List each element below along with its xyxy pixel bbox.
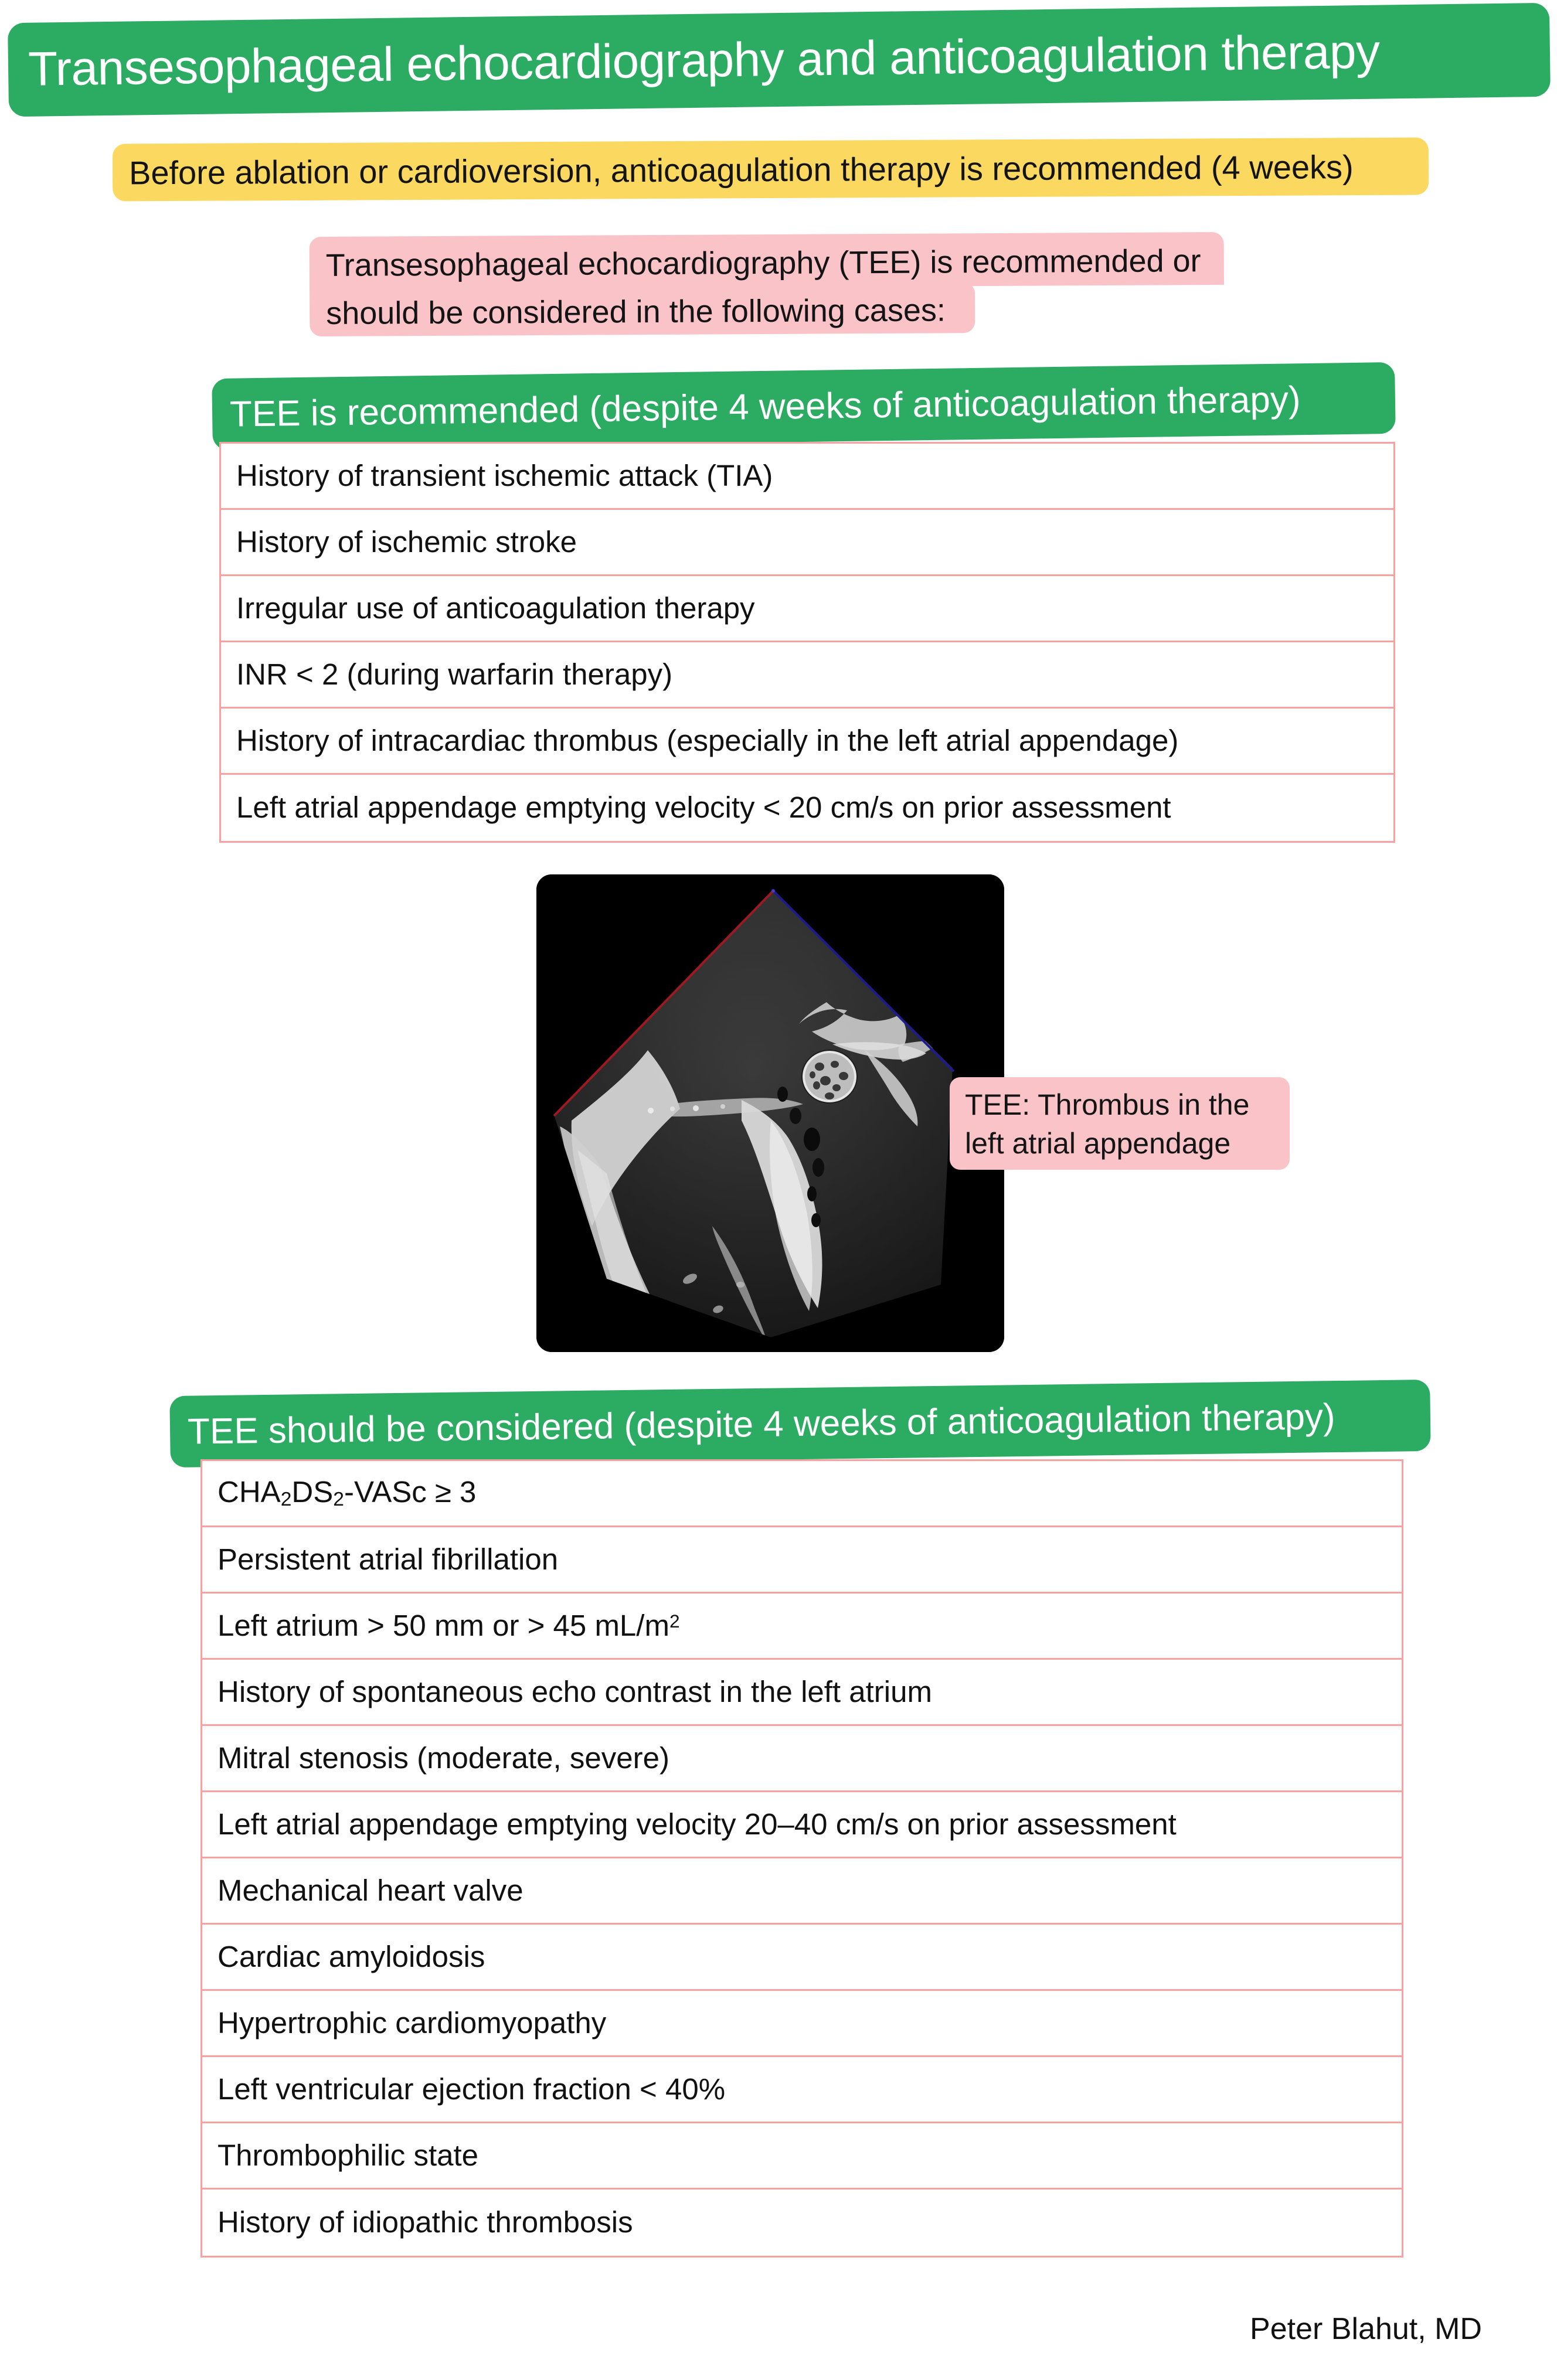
table-row[interactable] [202,1461,1402,1527]
echocardiogram-image [536,874,1004,1352]
table-tee-recommended [219,442,1395,843]
table-cell: Cardiac amyloidosis [217,1939,485,1973]
table-cell: Irregular use of anticoagulation therapy [236,591,755,625]
author-signature: Peter Blahut, MD [1250,2312,1482,2346]
table-row[interactable] [221,642,1393,709]
table-cell: History of intracardiac thrombus (especially in the left atrial appendage) [236,723,1179,757]
table-row[interactable] [221,444,1393,510]
table-cell: Left ventricular ejection fraction < 40% [217,2072,726,2106]
table-row[interactable] [202,1527,1402,1594]
section-header-recommended-label: TEE is recommended (despite 4 weeks of anticoagulation therapy) [229,379,1301,435]
section-header-considered-label: TEE should be considered (despite 4 weeks of anticoagulation therapy) [187,1396,1336,1452]
table-cell: History of spontaneous echo contrast in the left atrium [217,1674,932,1708]
table-row[interactable] [202,1925,1402,1991]
table-cell: History of transient ischemic attack (TIA) [236,458,773,492]
table-cell: INR < 2 (during warfarin therapy) [236,657,673,691]
table-row[interactable] [221,576,1393,642]
table-row[interactable] [202,2190,1402,2256]
table-cell: Mechanical heart valve [217,1873,523,1907]
echo-callout-line-2: left atrial appendage [965,1127,1231,1160]
intro-text-line-2: should be considered in the following cases: [326,292,946,331]
echo-callout-label [950,1077,1290,1170]
table-row[interactable] [202,1792,1402,1858]
table-cell: History of idiopathic thrombosis [217,2205,633,2239]
table-row[interactable] [202,1991,1402,2057]
section-header-considered [169,1380,1430,1468]
table-row[interactable] [221,775,1393,841]
table-cell: History of ischemic stroke [236,525,577,559]
echo-callout-text [965,1085,1274,1163]
thrombus-mass [801,1050,858,1104]
echo-callout-line-1: TEE: Thrombus in the [965,1088,1250,1121]
table-row[interactable] [221,709,1393,775]
echocardiogram-svg [536,874,1004,1352]
section-header-recommended [212,362,1396,450]
table-cell: $CHA_2DS_2$-VASc ≥ 3 [217,1475,477,1511]
table-row[interactable] [202,2057,1402,2123]
table-cell: Hypertrophic cardiomyopathy [217,2006,607,2039]
table-row[interactable] [202,1726,1402,1792]
table-tee-considered [200,1459,1403,2258]
intro-text [326,237,1206,338]
table-cell: Left atrial appendage emptying velocity 20–40 cm/s on prior assessment [217,1807,1177,1841]
table-cell: Left atrial appendage emptying velocity < 20 cm/s on prior assessment [236,791,1171,825]
table-row[interactable] [202,2123,1402,2190]
page-title: Transesophageal echocardiography and anticoagulation therapy [28,25,1381,96]
table-row[interactable] [202,1594,1402,1660]
table-cell: Mitral stenosis (moderate, severe) [217,1741,669,1775]
table-row[interactable] [221,510,1393,576]
page-title-banner [8,3,1551,117]
table-cell: Persistent atrial fibrillation [217,1542,559,1576]
table-row[interactable] [202,1660,1402,1726]
table-row[interactable] [202,1858,1402,1925]
pretreatment-note-text: Before ablation or cardioversion, anticoagulation therapy is recommended (4 weeks) [128,148,1354,191]
table-cell: Thrombophilic state [217,2138,479,2172]
intro-text-line-1: Transesophageal echocardiography (TEE) is recommended or [325,243,1201,283]
pretreatment-note-pill [113,138,1429,202]
table-cell: Left atrium > 50 mm or > 45 $mL/m^2$ [217,1608,680,1642]
intro-highlight-block [310,232,1225,336]
